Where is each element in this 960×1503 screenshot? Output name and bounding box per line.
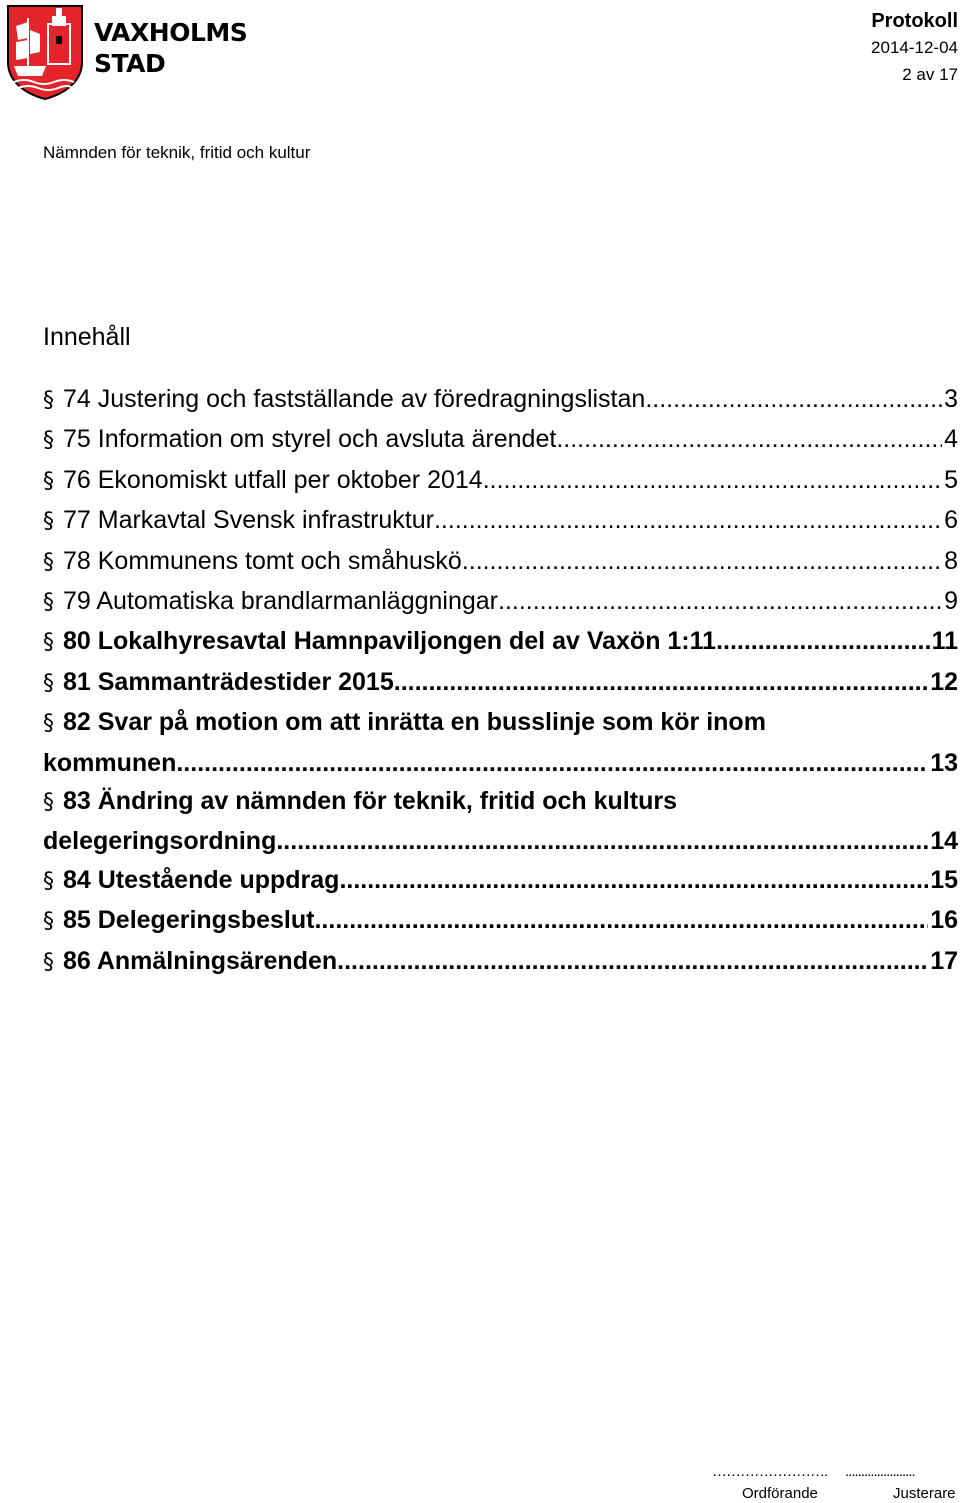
- section-sign-icon: §: [43, 428, 54, 454]
- section-sign-icon: §: [43, 868, 54, 894]
- toc-entry-page: 9: [944, 587, 958, 616]
- section-sign-icon: §: [43, 468, 54, 494]
- toc-entry[interactable]: [43, 582, 958, 622]
- dot-leader: [176, 744, 928, 782]
- dot-leader: [434, 501, 942, 539]
- dot-leader: [556, 420, 942, 458]
- section-sign-icon: §: [43, 949, 54, 975]
- document-date: 2014-12-04: [871, 38, 958, 57]
- toc-entry-title: 80 Lokalhyresavtal Hamnpaviljongen del av Vaxön 1:11: [63, 627, 717, 656]
- toc-entry-title-continued: kommunen: [43, 748, 177, 777]
- toc-entry-page: 4: [944, 425, 958, 454]
- dot-leader: [337, 942, 928, 980]
- toc-entry-page: 16: [930, 906, 958, 935]
- section-sign-icon: §: [43, 909, 54, 935]
- section-sign-icon: §: [43, 509, 54, 535]
- logo-text-line1: VAXHOLMS: [94, 18, 248, 47]
- toc-entry-page: 6: [944, 506, 958, 535]
- toc-entry[interactable]: [43, 782, 958, 861]
- toc-entry-page: 5: [944, 465, 958, 494]
- section-sign-icon: §: [43, 790, 54, 816]
- dot-leader: [276, 822, 928, 860]
- page-number: 2 av 17: [902, 65, 958, 84]
- toc-entry-page: 17: [930, 946, 958, 975]
- toc-entry[interactable]: [43, 461, 958, 501]
- toc-entry[interactable]: [43, 942, 958, 982]
- dot-leader: [645, 380, 942, 418]
- toc-entry[interactable]: [43, 380, 958, 420]
- toc-entry-title: 85 Delegeringsbeslut: [63, 906, 315, 935]
- dot-leader: [716, 622, 929, 660]
- vaxholm-coat-of-arms-icon: [4, 4, 86, 100]
- toc-entry-title: 83 Ändring av nämnden för teknik, fritid och kulturs: [63, 787, 677, 816]
- toc-entry[interactable]: [43, 901, 958, 941]
- section-sign-icon: §: [43, 549, 54, 575]
- section-sign-icon: §: [43, 590, 54, 616]
- logo-text-line2: STAD: [94, 49, 166, 78]
- toc-entry-title: 78 Kommunens tomt och småhuskö: [63, 546, 462, 575]
- document-type: Protokoll: [871, 10, 958, 32]
- adjuster-label: Justerare: [893, 1485, 956, 1502]
- toc-entry[interactable]: [43, 861, 958, 901]
- toc-entry-page: 15: [930, 865, 958, 894]
- toc-entry-title-continued: delegeringsordning: [43, 827, 277, 856]
- toc-entry-title: 75 Information om styrel och avsluta ärendet: [63, 425, 557, 454]
- toc-entry[interactable]: [43, 501, 958, 541]
- dot-leader: [394, 663, 928, 701]
- section-sign-icon: §: [43, 670, 54, 696]
- toc-entry-page: 11: [931, 627, 958, 656]
- dot-leader: [498, 582, 942, 620]
- toc-heading: Innehåll: [43, 323, 131, 351]
- dot-leader: [462, 542, 942, 580]
- adjuster-signature-line: ......................: [845, 1463, 915, 1480]
- dot-leader: [314, 901, 928, 939]
- toc-entry-title: 82 Svar på motion om att inrätta en busslinje som kör inom: [63, 708, 766, 737]
- toc-entry[interactable]: [43, 622, 958, 662]
- toc-entry-title: 86 Anmälningsärenden: [63, 946, 338, 975]
- document-header-info: [871, 8, 958, 88]
- toc-entry-title: 81 Sammanträdestider 2015: [63, 667, 394, 696]
- toc-entry[interactable]: [43, 703, 958, 782]
- toc-entry-title: 76 Ekonomiskt utfall per oktober 2014: [63, 465, 483, 494]
- chairman-signature-line: …………………….: [712, 1463, 828, 1480]
- toc-entry-page: 14: [930, 827, 958, 856]
- toc-entry-title: 84 Utestående uppdrag: [63, 865, 340, 894]
- toc-entry[interactable]: [43, 542, 958, 582]
- committee-name: Nämnden för teknik, fritid och kultur: [43, 143, 311, 162]
- dot-leader: [339, 861, 928, 899]
- toc-entry-title: 74 Justering och fastställande av föredragningslistan: [63, 385, 646, 413]
- toc-entry-page: 12: [930, 667, 958, 696]
- toc-entry-page: 3: [944, 385, 958, 413]
- toc-entry[interactable]: [43, 663, 958, 703]
- chairman-label: Ordförande: [742, 1485, 818, 1502]
- toc-entry-title: 79 Automatiska brandlarmanläggningar: [63, 587, 498, 616]
- toc-entry-page: 8: [944, 546, 958, 575]
- toc-entry-page: 13: [930, 748, 958, 777]
- section-sign-icon: §: [43, 711, 54, 737]
- toc-entry[interactable]: [43, 420, 958, 460]
- municipality-logo: [4, 4, 304, 100]
- table-of-contents: [43, 380, 958, 982]
- section-sign-icon: §: [43, 388, 54, 413]
- toc-entry-title: 77 Markavtal Svensk infrastruktur: [63, 506, 434, 535]
- dot-leader: [483, 461, 942, 499]
- section-sign-icon: §: [43, 630, 54, 656]
